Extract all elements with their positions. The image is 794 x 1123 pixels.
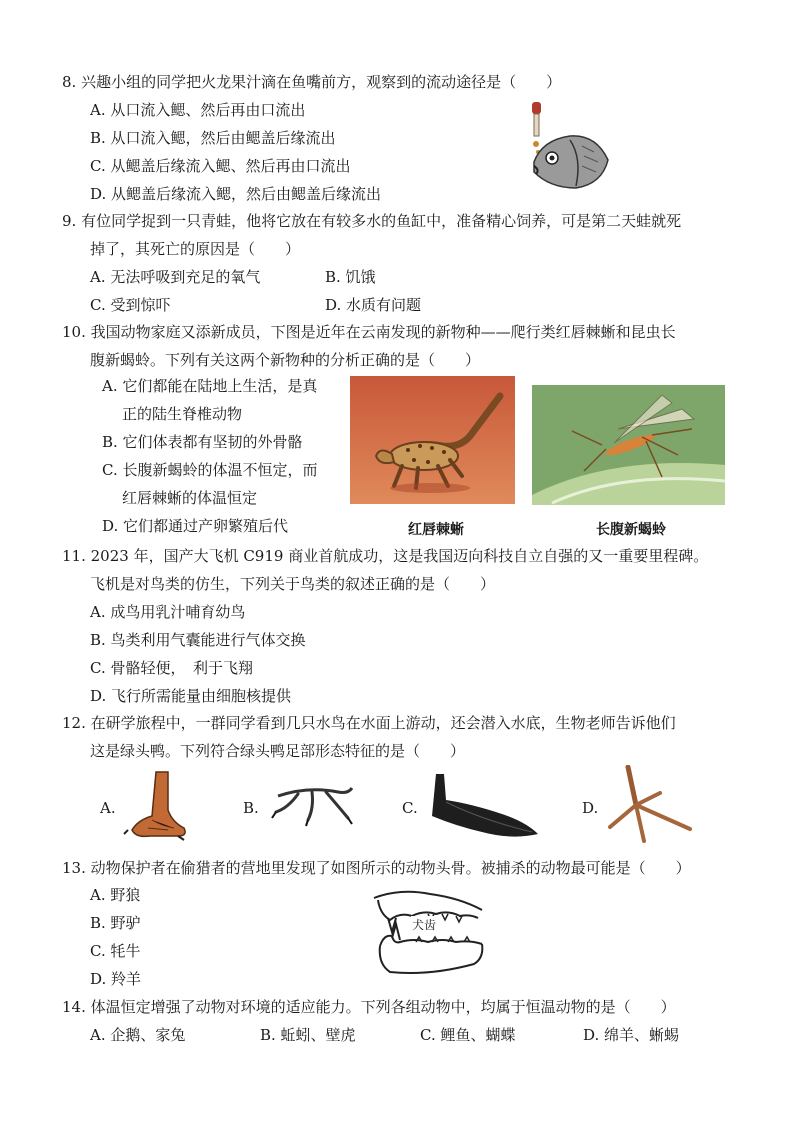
q11-option-b: B. 鸟类利用气囊能进行气体交换 bbox=[90, 631, 306, 649]
q8-option-d: D. 从鳃盖后缘流入鳃，然后由鳃盖后缘流出 bbox=[90, 185, 382, 203]
q14-option-d: D. 绵羊、蜥蜴 bbox=[583, 1026, 680, 1044]
q13-option-c: C. 牦牛 bbox=[90, 942, 141, 960]
q11-option-d: D. 飞行所需能量由细胞核提供 bbox=[90, 687, 292, 705]
q13-option-d: D. 羚羊 bbox=[90, 970, 142, 988]
q12-label-a: A. bbox=[100, 799, 116, 817]
foot-c-figure bbox=[422, 770, 542, 842]
canine-label: 犬齿 bbox=[412, 918, 437, 932]
insect-caption: 长腹新蝎蛉 bbox=[596, 522, 666, 538]
q8-stem: 8. 兴趣小组的同学把火龙果汁滴在鱼嘴前方，观察到的流动途径是（ ） bbox=[62, 73, 562, 91]
q9-option-d: D. 水质有问题 bbox=[325, 296, 422, 314]
q11-stem-line2: 飞机是对鸟类的仿生，下列关于鸟类的叙述正确的是（ ） bbox=[90, 575, 496, 593]
q9-option-c: C. 受到惊吓 bbox=[90, 296, 171, 314]
q9-stem-line2: 掉了，其死亡的原因是（ ） bbox=[90, 240, 301, 258]
q11-stem-line1: 11. 2023 年，国产大飞机 C919 商业首航成功，这是我国迈向科技自立自强的又一重要里程碑。 bbox=[62, 547, 709, 565]
q11-option-c: C. 骨骼轻便， 利于飞翔 bbox=[90, 659, 253, 677]
q10-stem-line1: 10. 我国动物家庭又添新成员，下图是近年在云南发现的新物种——爬行类红唇棘蜥和昆虫长 bbox=[62, 323, 676, 341]
q10-option-b: B. 它们体表都有坚韧的外骨骼 bbox=[102, 433, 303, 451]
foot-a-figure bbox=[122, 770, 194, 842]
q8-option-a: A. 从口流入鳃、然后再由口流出 bbox=[90, 101, 306, 119]
fish-dropper-figure bbox=[522, 100, 612, 192]
q14-option-a: A. 企鹅、家兔 bbox=[90, 1026, 186, 1044]
foot-d-figure bbox=[606, 765, 696, 845]
q12-label-b: B. bbox=[243, 799, 259, 817]
lizard-caption: 红唇棘蜥 bbox=[408, 522, 464, 538]
q10-option-d: D. 它们都通过产卵繁殖后代 bbox=[102, 517, 289, 535]
q9-option-a: A. 无法呼吸到充足的氧气 bbox=[90, 268, 261, 286]
q8-option-b: B. 从口流入鳃，然后由鳃盖后缘流出 bbox=[90, 129, 336, 147]
q10-stem-line2: 腹新蝎蛉。下列有关这两个新物种的分析正确的是（ ） bbox=[90, 351, 481, 369]
q13-option-b: B. 野驴 bbox=[90, 914, 141, 932]
q9-option-b: B. 饥饿 bbox=[325, 268, 376, 286]
q10-option-c-line2: 红唇棘蜥的体温恒定 bbox=[122, 489, 258, 507]
insect-photo bbox=[532, 385, 725, 505]
q12-label-d: D. bbox=[582, 799, 599, 817]
q14-option-c: C. 鲤鱼、蝴蝶 bbox=[420, 1026, 516, 1044]
q8-option-c: C. 从鳃盖后缘流入鳃、然后再由口流出 bbox=[90, 157, 351, 175]
q11-option-a: A. 成鸟用乳汁哺育幼鸟 bbox=[90, 603, 246, 621]
q12-stem-line1: 12. 在研学旅程中，一群同学看到几只水鸟在水面上游动，还会潜入水底，生物老师告诉他们 bbox=[62, 714, 676, 732]
q13-stem: 13. 动物保护者在偷猎者的营地里发现了如图所示的动物头骨。被捕杀的动物最可能是（ ） bbox=[62, 859, 691, 877]
q14-stem: 14. 体温恒定增强了动物对环境的适应能力。下列各组动物中，均属于恒温动物的是（ ） bbox=[62, 998, 676, 1016]
q10-option-a-line2: 正的陆生脊椎动物 bbox=[122, 405, 243, 423]
q9-stem-line1: 9. 有位同学捉到一只青蛙，他将它放在有较多水的鱼缸中，准备精心饲养，可是第二天蛙就死 bbox=[62, 212, 682, 230]
lizard-photo bbox=[350, 376, 515, 504]
q10-option-a-line1: A. 它们都能在陆地上生活，是真 bbox=[102, 377, 318, 395]
q12-label-c: C. bbox=[402, 799, 418, 817]
q12-stem-line2: 这是绿头鸭。下列符合绿头鸭足部形态特征的是（ ） bbox=[90, 742, 466, 760]
q13-option-a: A. 野狼 bbox=[90, 886, 141, 904]
foot-b-figure bbox=[268, 778, 356, 828]
q14-option-b: B. 蚯蚓、壁虎 bbox=[260, 1026, 356, 1044]
q10-option-c-line1: C. 长腹新蝎蛉的体温不恒定，而 bbox=[102, 461, 318, 479]
